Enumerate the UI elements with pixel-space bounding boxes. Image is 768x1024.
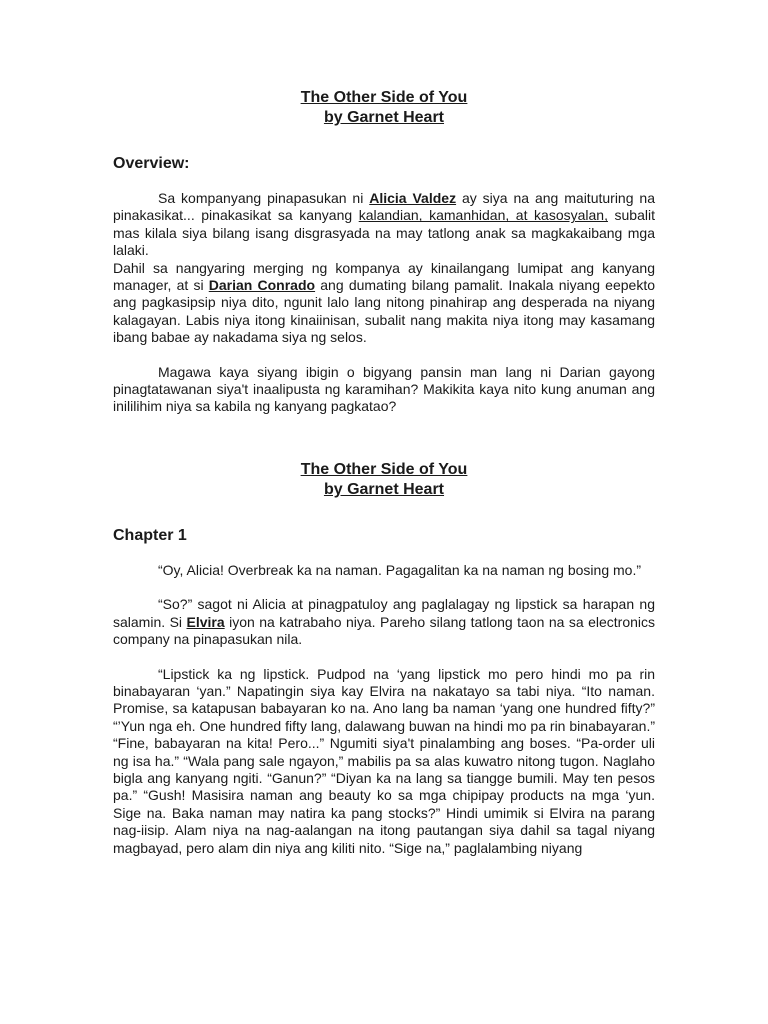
title-block [113, 88, 655, 128]
character-name-darian: Darian Conrado [208, 277, 316, 294]
text-run: iyon na katrabaho niya. Pareho silang tatlong taon na sa electronics company na pinapasukan nila. [113, 613, 656, 648]
overview-paragraph-2 [113, 260, 655, 347]
document-page [113, 88, 655, 857]
text-run: Dahil sa nangyaring merging ng kompanya ay kinailangang lumipat ang kanyang manager, at si [113, 259, 655, 294]
chapter-paragraph-3: “Lipstick ka ng lipstick. Pudpod na ‘yang lipstick mo pero hindi mo pa rin binabayaran ‘yan.” Napatingin siya kay Elvira na nakatayo sa tabi niya. “Ito naman. Promise, sa katapusan babayaran ko na. Ano lang ba naman ‘yang one hundred fifty?” “’Yun nga eh. One hundred fifty lang, dalawang buwan na hindi mo pa rin binabayaran.” “Fine, babayaran na kita! Pero...” Ngumiti siya't pinalambing ang boses. “Pa-order uli ng isa ha.” “Wala pang sale ngayon,” mabilis pa sa alas kuwatro nitong tugon. Naglaho bigla ang kanyang ngiti. “Ganun?” “Diyan ka na lang sa tiangge bumili. May ten pesos pa.” “Gush! Masisira naman ang beauty ko sa mga chipipay products na mga ‘yun. Sige na. Baka naman may natira ka pang stocks?” Hindi umimik si Elvira na parang nag-iisip. Alam niya na nag-aalangan na itong pautangan siya dahil sa tagal niyang magbayad, pero alam din niya ang kiliti nito. “Sige na,” paglalambing niyang [113, 665, 655, 856]
text-run: Sa kompanyang pinapasukan ni [158, 190, 370, 206]
text-run: subalit mas kilala siya bilang isang disgrasyada na may tatlong anak sa magkakaibang mga lalaki. [113, 207, 655, 259]
chapter-heading: Chapter 1 [113, 526, 187, 544]
document-byline: by Garnet Heart [323, 109, 445, 126]
overview-paragraph-1 [113, 190, 655, 260]
character-name-elvira: Elvira [186, 613, 225, 630]
chapter-title-block [113, 460, 655, 500]
overview-heading: Overview: [113, 155, 190, 172]
chapter-paragraph-1: “Oy, Alicia! Overbreak ka na naman. Pagagalitan ka na naman ng bosing mo.” [158, 561, 642, 578]
character-name-alicia: Alicia Valdez [369, 190, 457, 206]
document-title: The Other Side of You [300, 89, 468, 106]
chapter-document-byline: by Garnet Heart [323, 480, 445, 498]
overview-paragraph-3: Magawa kaya siyang ibigin o bigyang pansin man lang ni Darian gayong pinagtatawanan siya't inaalipusta ng karamihan? Makikita kaya nito kung anuman ang inililihim niya sa kabila ng kanyang pagkatao? [113, 363, 655, 415]
chapter-paragraph-2 [113, 596, 655, 648]
text-run: ang dumating bilang pamalit. Inakala niyang eepekto ang pagkasipsip niya dito, ngunit lalo lang nitong pinahirap ang desperada na niyang kalagayan. Labis niya itong kinaiinisan, subalit nang makita niya itong may kasamang ibang babae ay nakadama siya ng selos. [113, 277, 656, 346]
text-run: “So?” sagot ni Alicia at pinagpatuloy ang paglalagay ng lipstick sa harapan ng salamin. Si [113, 596, 655, 630]
underlined-phrase: kalandian, kamanhidan, at kasosyalan, [358, 207, 608, 224]
text-run: ay siya na ang maituturing na pinakasikat... pinakasikat sa kanyang [113, 190, 655, 224]
chapter-document-title: The Other Side of You [300, 460, 468, 478]
